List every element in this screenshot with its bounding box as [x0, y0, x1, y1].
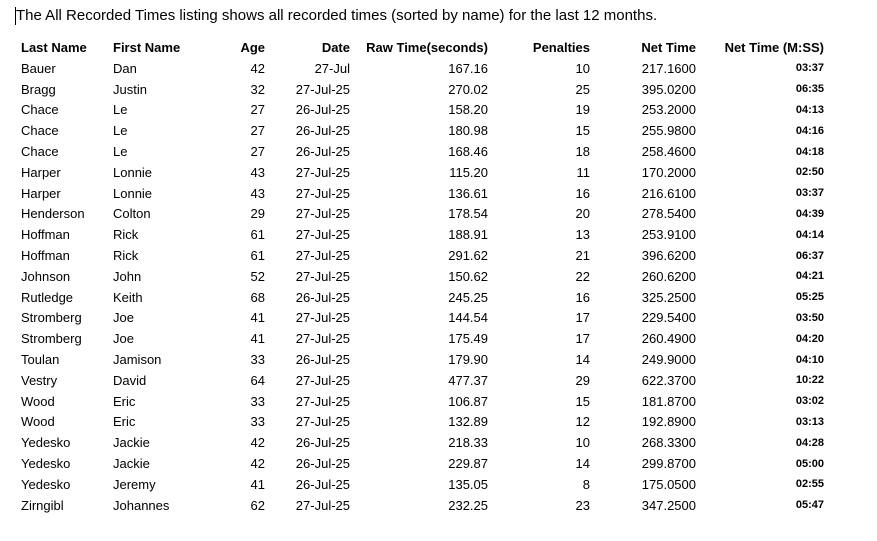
- raw-time-cell: 477.37: [448, 372, 488, 388]
- age-cell: 43: [250, 185, 265, 201]
- penalties-cell: 14: [575, 456, 590, 472]
- date-cell: 27-Jul: [314, 60, 350, 76]
- header-last-name: Last Name: [21, 39, 87, 55]
- net-time-cell: 192.8900: [641, 414, 696, 430]
- net-time-cell: 181.8700: [641, 393, 696, 409]
- net-time-mss-cell: 04:28: [795, 436, 824, 449]
- last-name-cell: Hoffman: [21, 227, 70, 243]
- table-row: [15, 79, 824, 100]
- first-name-cell: Le: [113, 102, 128, 118]
- penalties-cell: 25: [575, 81, 590, 97]
- table-row: [15, 266, 824, 287]
- net-time-cell: 217.1600: [641, 60, 696, 76]
- penalties-cell: 11: [576, 164, 590, 180]
- date-cell: 26-Jul-25: [295, 435, 350, 451]
- table-row: [15, 204, 824, 225]
- last-name-cell: Vestry: [21, 372, 58, 388]
- age-cell: 68: [250, 289, 265, 305]
- last-name-cell: Chace: [21, 123, 59, 139]
- table-row: [15, 432, 824, 453]
- first-name-cell: Dan: [113, 60, 137, 76]
- table-body: [15, 58, 824, 516]
- header-net-time: Net Time: [641, 39, 696, 55]
- raw-time-cell: 218.33: [448, 435, 488, 451]
- age-cell: 33: [250, 393, 265, 409]
- net-time-cell: 249.9000: [641, 352, 696, 368]
- raw-time-cell: 179.90: [448, 352, 488, 368]
- header-raw-time: Raw Time(seconds): [366, 39, 488, 55]
- date-cell: 27-Jul-25: [295, 310, 350, 326]
- last-name-cell: Hoffman: [21, 248, 70, 264]
- table-row: [15, 183, 824, 204]
- first-name-cell: Colton: [113, 206, 151, 222]
- age-cell: 41: [250, 310, 265, 326]
- first-name-cell: Johannes: [113, 497, 170, 513]
- table-row: [15, 120, 824, 141]
- date-cell: 27-Jul-25: [295, 268, 350, 284]
- table-row: [15, 412, 824, 433]
- net-time-cell: 395.0200: [641, 81, 696, 97]
- penalties-cell: 21: [575, 248, 590, 264]
- date-cell: 27-Jul-25: [295, 414, 350, 430]
- age-cell: 33: [250, 414, 265, 430]
- net-time-cell: 268.3300: [641, 435, 696, 451]
- last-name-cell: Zirngibl: [21, 497, 64, 513]
- first-name-cell: David: [113, 372, 147, 388]
- raw-time-cell: 150.62: [448, 268, 488, 284]
- penalties-cell: 15: [575, 123, 590, 139]
- raw-time-cell: 136.61: [448, 185, 488, 201]
- net-time-cell: 255.9800: [641, 123, 696, 139]
- header-first-name: First Name: [113, 39, 181, 55]
- penalties-cell: 10: [575, 435, 590, 451]
- first-name-cell: Le: [113, 123, 128, 139]
- age-cell: 41: [250, 331, 265, 347]
- net-time-cell: 347.2500: [641, 497, 696, 513]
- net-time-mss-cell: 02:55: [795, 478, 824, 491]
- raw-time-cell: 168.46: [448, 144, 488, 160]
- last-name-cell: Wood: [21, 393, 55, 409]
- age-cell: 33: [250, 352, 265, 368]
- net-time-cell: 260.4900: [641, 331, 696, 347]
- penalties-cell: 16: [575, 289, 590, 305]
- raw-time-cell: 106.87: [448, 393, 488, 409]
- last-name-cell: Stromberg: [21, 331, 82, 347]
- date-cell: 27-Jul-25: [295, 206, 350, 222]
- first-name-cell: Jeremy: [113, 476, 156, 492]
- raw-time-cell: 291.62: [448, 248, 488, 264]
- last-name-cell: Stromberg: [21, 310, 82, 326]
- date-cell: 26-Jul-25: [295, 123, 350, 139]
- net-time-mss-cell: 06:37: [795, 249, 824, 262]
- raw-time-cell: 132.89: [448, 414, 488, 430]
- date-cell: 26-Jul-25: [295, 456, 350, 472]
- raw-time-cell: 188.91: [448, 227, 488, 243]
- age-cell: 42: [250, 60, 265, 76]
- first-name-cell: Justin: [113, 81, 147, 97]
- date-cell: 27-Jul-25: [295, 185, 350, 201]
- net-time-cell: 170.2000: [641, 164, 696, 180]
- raw-time-cell: 115.20: [449, 164, 488, 180]
- date-cell: 26-Jul-25: [295, 144, 350, 160]
- net-time-mss-cell: 04:16: [795, 124, 824, 137]
- net-time-mss-cell: 04:39: [795, 207, 824, 220]
- net-time-mss-cell: 06:35: [795, 83, 824, 96]
- first-name-cell: Eric: [113, 414, 136, 430]
- penalties-cell: 19: [575, 102, 590, 118]
- first-name-cell: Eric: [113, 393, 136, 409]
- last-name-cell: Yedesko: [21, 435, 71, 451]
- net-time-mss-cell: 02:50: [795, 166, 824, 179]
- penalties-cell: 10: [575, 60, 590, 76]
- last-name-cell: Bauer: [21, 60, 56, 76]
- last-name-cell: Chace: [21, 102, 59, 118]
- age-cell: 42: [250, 456, 265, 472]
- table-row: [15, 370, 824, 391]
- header-age: Age: [240, 39, 265, 55]
- last-name-cell: Yedesko: [21, 476, 71, 492]
- net-time-mss-cell: 04:14: [795, 228, 824, 241]
- first-name-cell: John: [113, 268, 142, 284]
- table-row: [15, 162, 824, 183]
- penalties-cell: 20: [575, 206, 590, 222]
- net-time-cell: 175.0500: [641, 476, 696, 492]
- first-name-cell: Lonnie: [113, 164, 153, 180]
- net-time-mss-cell: 05:25: [795, 291, 824, 304]
- raw-time-cell: 175.49: [448, 331, 488, 347]
- raw-time-cell: 167.16: [448, 60, 488, 76]
- age-cell: 61: [250, 248, 265, 264]
- age-cell: 27: [250, 102, 265, 118]
- penalties-cell: 17: [575, 331, 590, 347]
- net-time-mss-cell: 04:20: [795, 332, 824, 345]
- raw-time-cell: 144.54: [448, 310, 488, 326]
- first-name-cell: Rick: [113, 227, 139, 243]
- last-name-cell: Bragg: [21, 81, 56, 97]
- penalties-cell: 18: [575, 144, 590, 160]
- net-time-cell: 253.9100: [641, 227, 696, 243]
- age-cell: 27: [250, 123, 265, 139]
- raw-time-cell: 180.98: [448, 123, 488, 139]
- first-name-cell: Lonnie: [113, 185, 153, 201]
- last-name-cell: Henderson: [21, 206, 85, 222]
- age-cell: 29: [250, 206, 265, 222]
- net-time-cell: 278.5400: [641, 206, 696, 222]
- table-row: [15, 474, 824, 495]
- recorded-times-table: [15, 36, 824, 516]
- table-row: [15, 495, 824, 516]
- date-cell: 27-Jul-25: [295, 248, 350, 264]
- net-time-cell: 325.2500: [641, 289, 696, 305]
- net-time-mss-cell: 04:13: [795, 103, 824, 116]
- table-row: [15, 58, 824, 79]
- net-time-mss-cell: 03:02: [795, 395, 824, 408]
- table-row: [15, 453, 824, 474]
- net-time-cell: 258.4600: [641, 144, 696, 160]
- header-net-time-mss: Net Time (M:SS): [724, 39, 824, 55]
- date-cell: 26-Jul-25: [295, 352, 350, 368]
- age-cell: 52: [250, 268, 265, 284]
- last-name-cell: Johnson: [21, 268, 71, 284]
- penalties-cell: 29: [575, 372, 590, 388]
- age-cell: 27: [250, 144, 265, 160]
- penalties-cell: 12: [575, 414, 590, 430]
- first-name-cell: Jamison: [113, 352, 162, 368]
- first-name-cell: Joe: [113, 310, 134, 326]
- age-cell: 32: [250, 81, 265, 97]
- table-row: [15, 328, 824, 349]
- net-time-mss-cell: 04:10: [795, 353, 824, 366]
- age-cell: 41: [250, 476, 265, 492]
- first-name-cell: Rick: [113, 248, 139, 264]
- last-name-cell: Yedesko: [21, 456, 71, 472]
- table-row: [15, 100, 824, 121]
- last-name-cell: Harper: [21, 164, 61, 180]
- net-time-cell: 253.2000: [641, 102, 696, 118]
- last-name-cell: Rutledge: [21, 289, 74, 305]
- last-name-cell: Wood: [21, 414, 55, 430]
- table-row: [15, 224, 824, 245]
- age-cell: 62: [250, 497, 265, 513]
- penalties-cell: 8: [582, 476, 590, 492]
- net-time-cell: 260.6200: [641, 268, 696, 284]
- net-time-mss-cell: 03:37: [795, 62, 824, 75]
- net-time-mss-cell: 03:50: [795, 311, 824, 324]
- intro-text[interactable]: The All Recorded Times listing shows all recorded times (sorted by name) for the last 12 months.: [16, 7, 658, 24]
- net-time-mss-cell: 05:00: [795, 457, 824, 470]
- date-cell: 27-Jul-25: [295, 497, 350, 513]
- net-time-mss-cell: 03:13: [795, 415, 824, 428]
- penalties-cell: 17: [575, 310, 590, 326]
- header-penalties: Penalties: [532, 39, 590, 55]
- date-cell: 26-Jul-25: [295, 102, 350, 118]
- table-row: [15, 141, 824, 162]
- net-time-cell: 229.5400: [641, 310, 696, 326]
- raw-time-cell: 158.20: [448, 102, 488, 118]
- table-row: [15, 287, 824, 308]
- date-cell: 27-Jul-25: [295, 227, 350, 243]
- date-cell: 27-Jul-25: [295, 393, 350, 409]
- first-name-cell: Keith: [113, 289, 143, 305]
- age-cell: 43: [250, 164, 265, 180]
- raw-time-cell: 135.05: [448, 476, 488, 492]
- penalties-cell: 14: [575, 352, 590, 368]
- raw-time-cell: 229.87: [448, 456, 488, 472]
- penalties-cell: 16: [575, 185, 590, 201]
- last-name-cell: Harper: [21, 185, 61, 201]
- date-cell: 26-Jul-25: [295, 476, 350, 492]
- age-cell: 61: [250, 227, 265, 243]
- table-row: [15, 391, 824, 412]
- age-cell: 64: [250, 372, 265, 388]
- net-time-mss-cell: 04:21: [795, 270, 824, 283]
- date-cell: 27-Jul-25: [295, 331, 350, 347]
- raw-time-cell: 270.02: [448, 81, 488, 97]
- date-cell: 26-Jul-25: [295, 289, 350, 305]
- last-name-cell: Toulan: [21, 352, 60, 368]
- age-cell: 42: [250, 435, 265, 451]
- net-time-mss-cell: 04:18: [795, 145, 824, 158]
- table-row: [15, 245, 824, 266]
- raw-time-cell: 245.25: [448, 289, 488, 305]
- first-name-cell: Jackie: [113, 435, 150, 451]
- net-time-cell: 299.8700: [641, 456, 696, 472]
- table-row: [15, 349, 824, 370]
- net-time-mss-cell: 10:22: [795, 374, 824, 387]
- penalties-cell: 15: [575, 393, 590, 409]
- raw-time-cell: 232.25: [448, 497, 488, 513]
- first-name-cell: Jackie: [113, 456, 150, 472]
- penalties-cell: 13: [575, 227, 590, 243]
- last-name-cell: Chace: [21, 144, 59, 160]
- header-date: Date: [321, 39, 350, 55]
- net-time-mss-cell: 05:47: [795, 499, 824, 512]
- net-time-cell: 622.3700: [641, 372, 696, 388]
- date-cell: 27-Jul-25: [295, 164, 350, 180]
- net-time-cell: 216.6100: [641, 185, 696, 201]
- net-time-cell: 396.6200: [641, 248, 696, 264]
- raw-time-cell: 178.54: [448, 206, 488, 222]
- first-name-cell: Joe: [113, 331, 134, 347]
- date-cell: 27-Jul-25: [295, 81, 350, 97]
- table-header-row: [15, 36, 824, 58]
- penalties-cell: 23: [575, 497, 590, 513]
- net-time-mss-cell: 03:37: [795, 187, 824, 200]
- penalties-cell: 22: [575, 268, 590, 284]
- date-cell: 27-Jul-25: [295, 372, 350, 388]
- first-name-cell: Le: [113, 144, 128, 160]
- table-row: [15, 308, 824, 329]
